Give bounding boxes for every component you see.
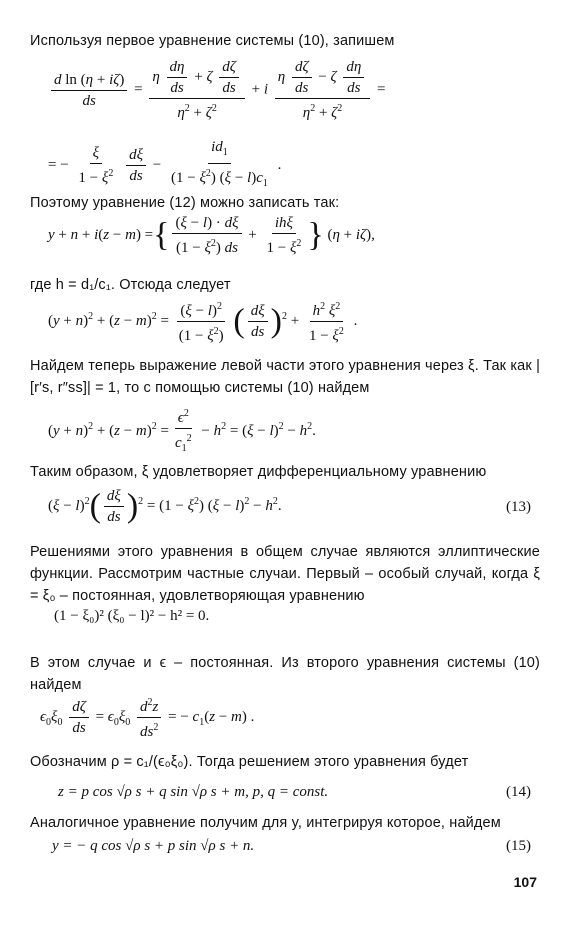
equation-1-continued: = − $\frac{\xi}{1 - \xi^2}$ $\frac{d\xi}{ds}$ − $\frac{id_1}{(1 - \xi^2) (\xi - l)c_1}$ . [48,139,282,189]
paragraph-9: Аналогичное уравнение получим для y, интегрируя которое, найдем [30,815,501,831]
equation-14: z = p cos √ρ s + q sin √ρ s + m, p, q = const. [58,784,329,800]
equation-3: $(y + n)^2 + (z - m)^2$ = $\frac{(\xi - l)^2}{(1 - \xi^2)}$ ( $\frac{d\xi}{ds}$ )$^2$ + $\frac{h^2 \xi^2}{1 - \xi^2}$ . [48,298,357,345]
paragraph-4: Найдем теперь выражение левой части этого уравнения через ξ. Так как |[r′s, r″ss]| = 1, то с помощью системы (10) найдем [30,358,540,396]
paragraph-5: Таким образом, ξ удовлетворяет дифференциальному уравнению [30,464,487,480]
eq1-prefix: = − [48,156,69,173]
equation-1: $\frac{\text{d ln (η + iζ)}}{ds}$ = η $\frac{d\eta}{ds}$ + ζ $\frac{d\zeta}{ds}$ $\eta^2 + \zeta^2$ + i η $\frac{d\zeta}{ds}$ − ζ $\frac{d\eta}{ds}$ $\eta^2 + \zeta^2$ = [48,58,385,122]
equation-2: y + n + i(z − m) ={ $\frac{(\xi - l) \cdot d\xi}{(1 - \xi^2) ds}$ + $\frac{\text{ihξ}}{1 - \xi^2}$ } (η + iζ), [48,215,375,256]
equation-15: y = − q cos √ρ s + p sin √ρ s + n. [52,838,255,854]
equation-xi0: (1 − ξ₀)² (ξ₀ − l)² − h² = 0. [54,608,210,624]
paragraph-6: Решениями этого уравнения в общем случае являются эллиптические функции. Рассмотрим частные случаи. Первый – особый случай, когда ξ = ξ₀ – постоянная, удовлетворяющая уравнению [30,544,540,604]
paragraph-3: где h = d₁/c₁. Отсюда следует [30,277,231,293]
equation-number-15: (15) [506,838,531,854]
equation-4: $(y + n)^2 + (z - m)^2$ = $\frac{\epsilon^2}{c_1^2}$ − $h^2 = (\xi - l)^2 - h^2$. [48,405,316,458]
page-number: 107 [513,874,537,890]
equation-dz: $\epsilon_0\xi_0$ $\frac{d\zeta}{ds}$ = $\epsilon_0\xi_0$ $\frac{d^2z}{ds^2}$ = − $c_1(z - m)$ . [40,694,254,741]
paragraph-8: Обозначим ρ = c₁/(ϵ₀ξ₀). Тогда решением этого уравнения будет [30,754,469,770]
equation-13: $(\xi - l)^2$( $\frac{d\xi}{ds}$ )$^2 = (1 - \xi^2)$ $(\xi - l)^2 - h^2$. [48,487,282,525]
equation-number-13: (13) [506,499,531,515]
paragraph-2: Поэтому уравнение (12) можно записать так: [30,195,340,211]
paragraph-7: В этом случае и ϵ – постоянная. Из второго уравнения системы (10) найдем [30,655,540,693]
paragraph-1: Используя первое уравнение системы (10), запишем [30,33,395,49]
equation-number-14: (14) [506,784,531,800]
